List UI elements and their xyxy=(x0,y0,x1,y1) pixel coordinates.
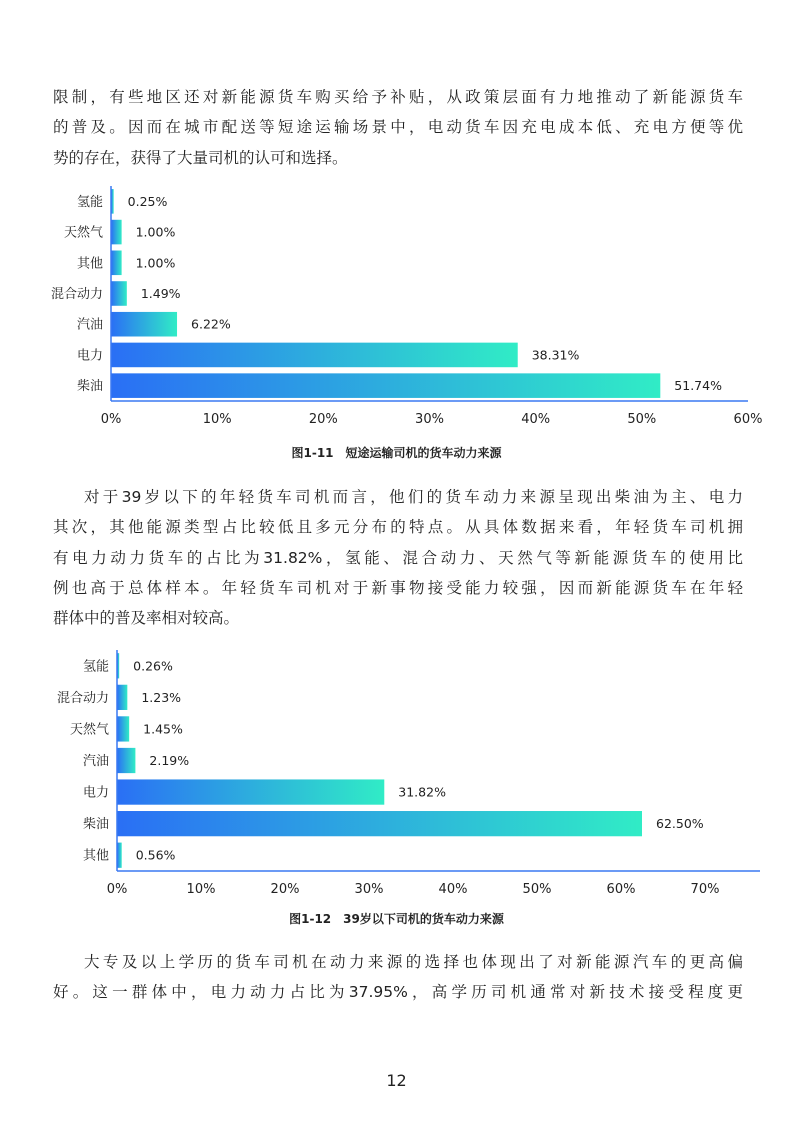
bar-chart-under-39 xyxy=(0,650,793,900)
value-label: 1.00% xyxy=(135,224,176,240)
category-label: 其他 xyxy=(76,256,103,272)
value-label: 62.50% xyxy=(656,816,704,832)
category-label: 汽油 xyxy=(76,317,103,333)
value-label: 0.56% xyxy=(135,847,176,863)
paragraph-line: 的普及。因而在城市配送等短途运输场景中，电动货车因充电成本低、充电方便等优 xyxy=(53,118,743,137)
paragraph-3 xyxy=(53,947,743,1008)
bar-天然气 xyxy=(117,716,129,741)
paragraph-line: 好。这一群体中，电力动力占比为37.95%，高学历司机通常对新技术接受程度更 xyxy=(53,983,743,1002)
figure-caption-1-12: 图1-12 39岁以下司机的货车动力来源 xyxy=(289,912,504,926)
value-label: 1.45% xyxy=(143,721,183,737)
x-tick-label: 0% xyxy=(100,412,122,427)
category-label: 电力 xyxy=(76,348,103,364)
bar-混合动力 xyxy=(111,281,127,306)
value-label: 1.23% xyxy=(141,689,182,705)
paragraph-line: 大专及以上学历的货车司机在动力来源的选择也体现出了对新能源汽车的更高偏 xyxy=(84,953,743,971)
value-label: 1.00% xyxy=(135,255,176,271)
value-label: 6.22% xyxy=(191,316,231,332)
x-tick-label: 60% xyxy=(606,882,636,897)
bar-柴油 xyxy=(117,811,642,836)
x-tick-label: 40% xyxy=(521,412,551,427)
x-tick-label: 10% xyxy=(202,412,232,427)
bar-电力 xyxy=(111,343,518,368)
category-label: 混合动力 xyxy=(50,287,103,302)
category-label: 电力 xyxy=(82,785,109,801)
value-label: 0.25% xyxy=(127,193,168,209)
value-label: 31.82% xyxy=(398,784,446,800)
category-label: 混合动力 xyxy=(56,690,109,706)
bar-汽油 xyxy=(111,312,177,337)
bar-柴油 xyxy=(111,373,660,398)
page-number: 12 xyxy=(386,1071,407,1090)
x-tick-label: 50% xyxy=(522,882,552,897)
bar-chart-1-svg xyxy=(0,186,793,436)
x-tick-label: 20% xyxy=(308,412,338,427)
value-label: 38.31% xyxy=(531,347,580,363)
x-tick-label: 20% xyxy=(270,882,300,897)
bar-混合动力 xyxy=(117,685,127,710)
bar-其他 xyxy=(111,251,122,276)
paragraph-1 xyxy=(53,82,743,173)
category-label: 汽油 xyxy=(82,754,109,769)
x-tick-label: 40% xyxy=(438,882,468,897)
value-label: 1.49% xyxy=(140,286,181,301)
bar-电力 xyxy=(117,779,384,804)
x-tick-label: 50% xyxy=(627,412,657,427)
paragraph-line: 有电力动力货车的占比为31.82%，氢能、混合动力、天然气等新能源货车的使用比 xyxy=(53,548,743,567)
figure-caption-1-11: 图1-11 短途运输司机的货车动力来源 xyxy=(291,446,502,460)
x-tick-label: 10% xyxy=(186,882,216,897)
x-tick-label: 30% xyxy=(415,412,444,427)
x-tick-label: 0% xyxy=(106,882,128,897)
category-label: 其他 xyxy=(82,848,109,864)
bar-chart-2-svg xyxy=(0,650,793,900)
x-tick-label: 60% xyxy=(733,412,763,427)
bar-天然气 xyxy=(111,220,122,245)
paragraph-line: 限制，有些地区还对新能源货车购买给予补贴，从政策层面有力地推动了新能源货车 xyxy=(53,88,743,106)
x-tick-label: 70% xyxy=(690,882,720,897)
value-label: 0.26% xyxy=(133,658,173,674)
value-label: 2.19% xyxy=(149,753,190,768)
category-label: 柴油 xyxy=(82,817,109,833)
value-label: 51.74% xyxy=(674,378,722,394)
x-tick-label: 30% xyxy=(354,882,384,897)
paragraph-2 xyxy=(53,482,743,633)
paragraph-line: 对于39岁以下的年轻货车司机而言，他们的货车动力来源呈现出柴油为主、电力 xyxy=(84,488,743,506)
paragraph-line: 例也高于总体样本。年轻货车司机对于新事物接受能力较强，因而新能源货车在年轻 xyxy=(53,578,743,597)
paragraph-line: 其次，其他能源类型占比较低且多元分布的特点。从具体数据来看，年轻货车司机拥 xyxy=(53,518,743,537)
bar-chart-short-haul xyxy=(0,186,793,436)
category-label: 柴油 xyxy=(76,379,103,395)
category-label: 天然气 xyxy=(63,225,103,241)
category-label: 氢能 xyxy=(76,194,103,210)
paragraph-line: 群体中的普及率相对较高。 xyxy=(53,609,240,628)
paragraph-line: 势的存在，获得了大量司机的认可和选择。 xyxy=(53,148,348,167)
category-label: 天然气 xyxy=(69,722,109,738)
bar-汽油 xyxy=(117,748,135,773)
category-label: 氢能 xyxy=(82,659,109,675)
